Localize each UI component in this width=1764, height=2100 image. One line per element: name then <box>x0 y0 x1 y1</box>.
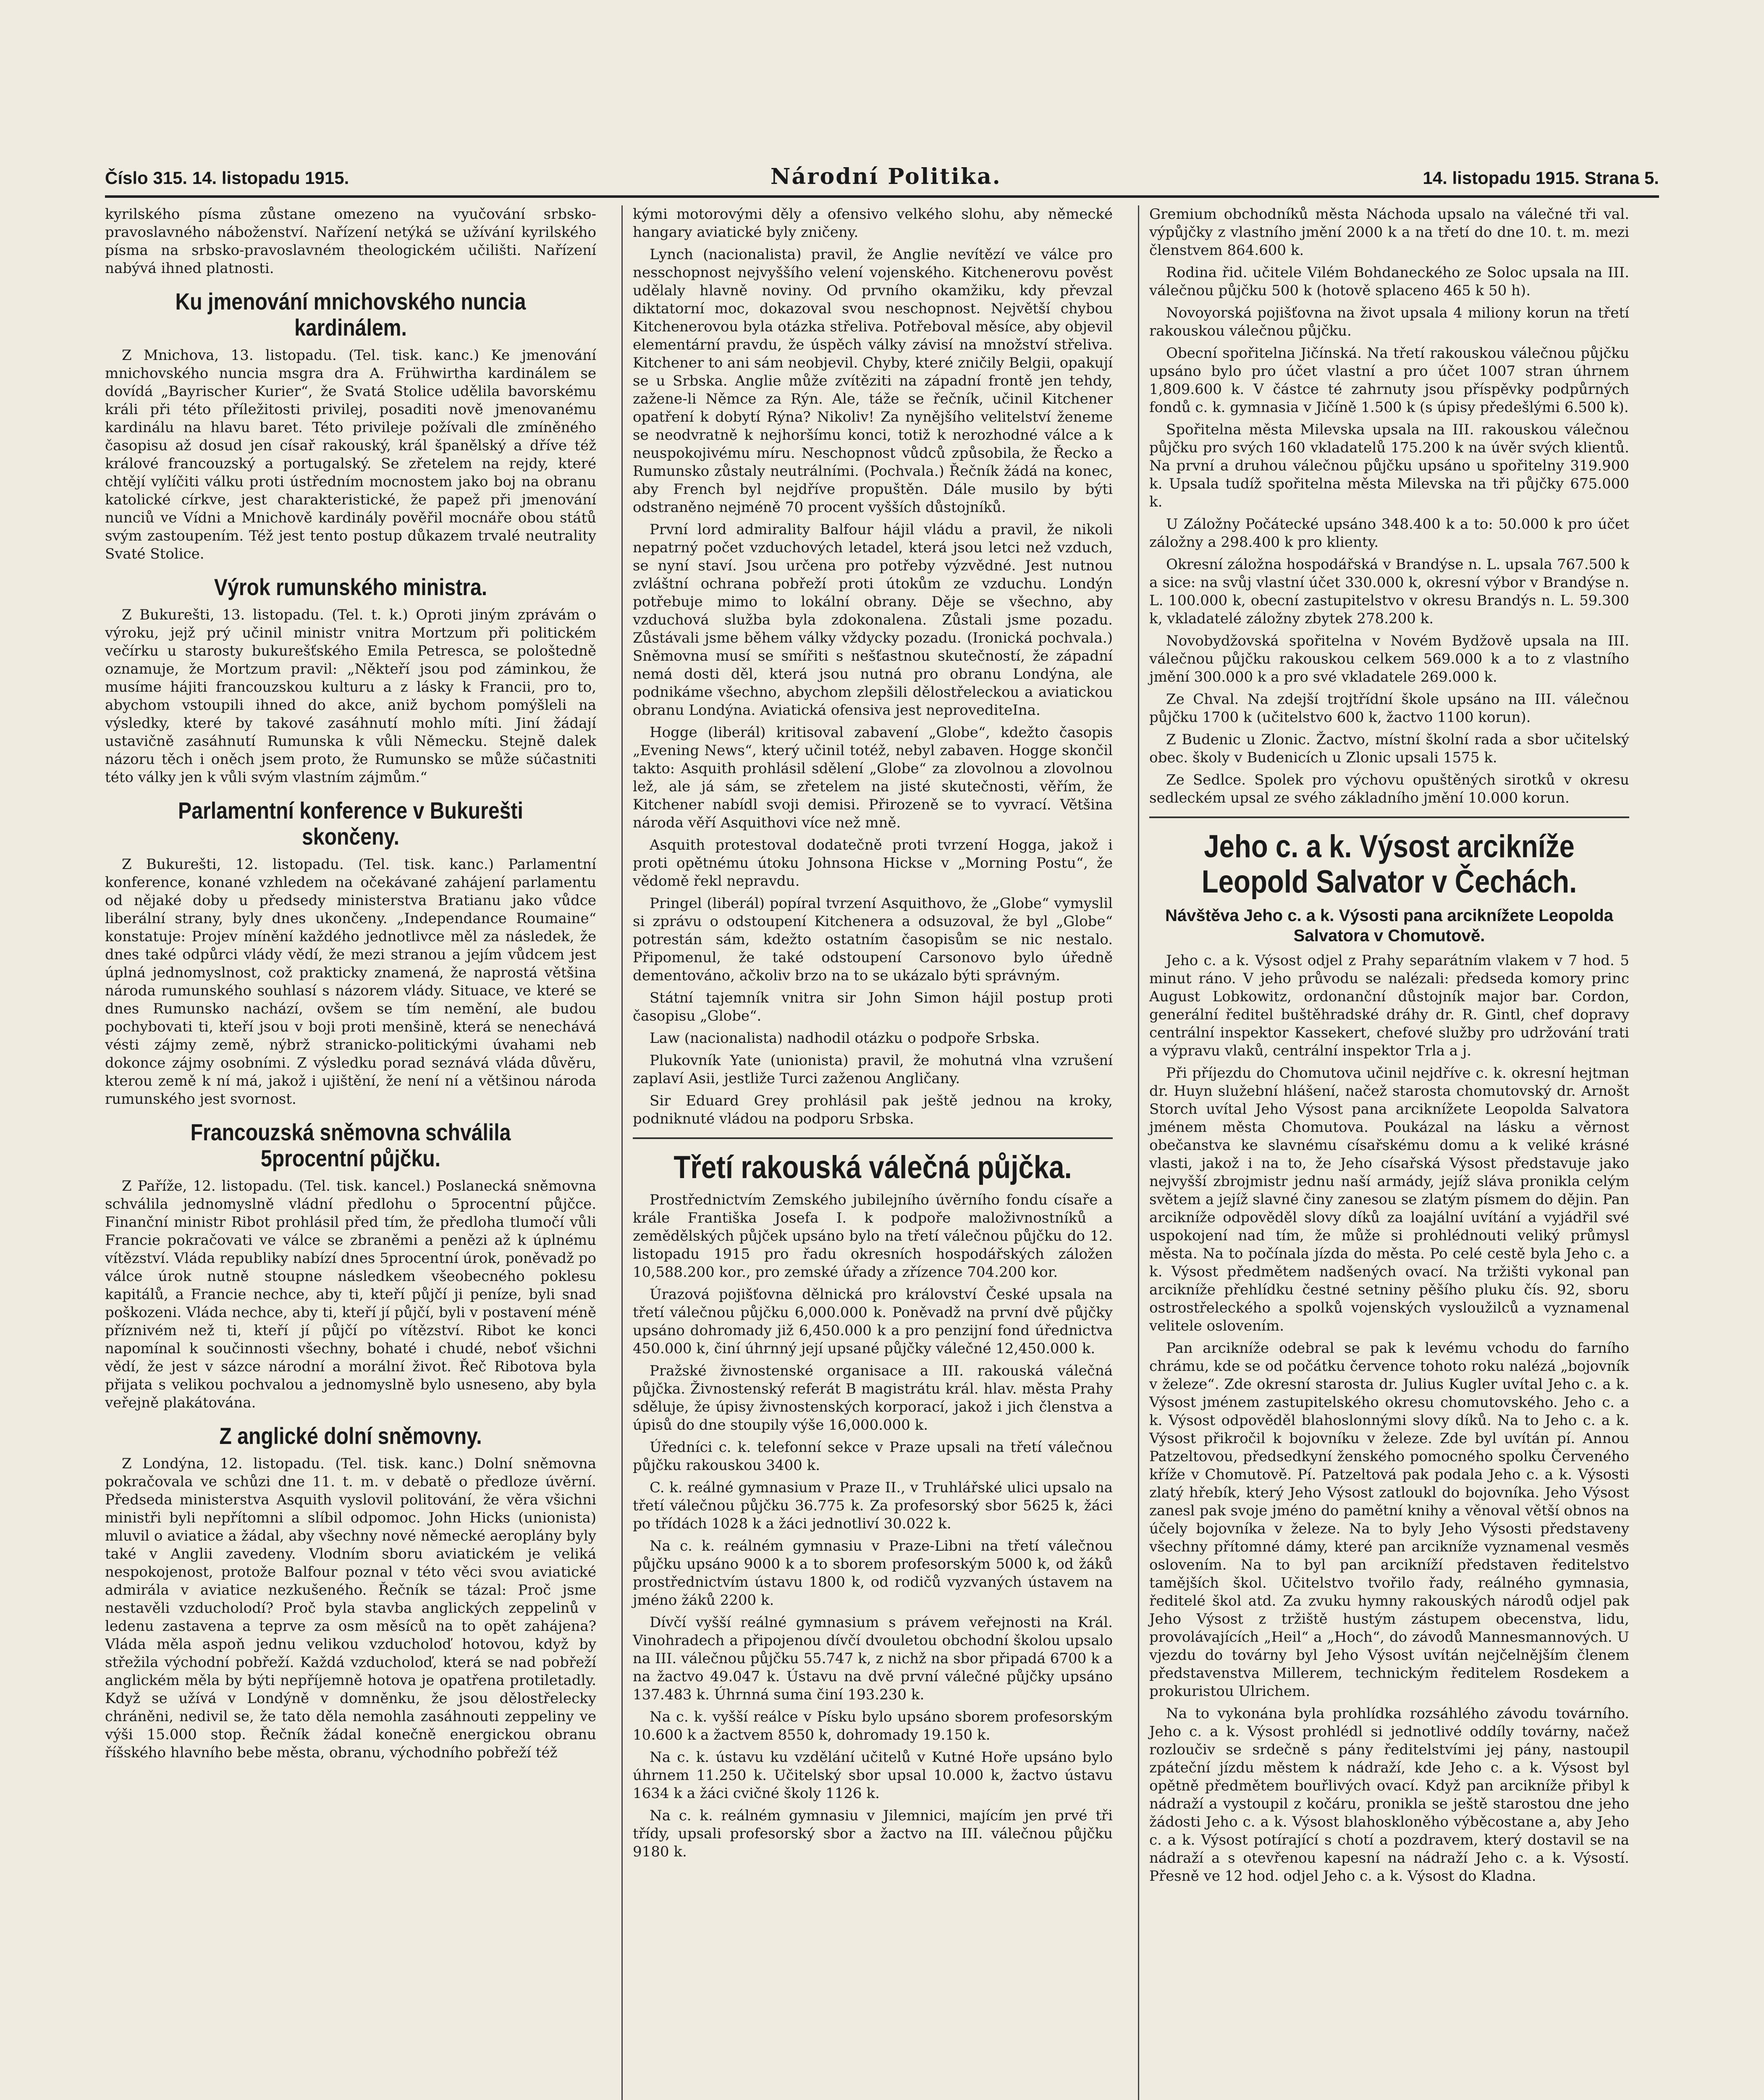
article-paragraph: Law (nacionalista) nadhodil otázku o podpoře Srbska. <box>650 1030 1040 1047</box>
article-paragraph: Úrazová pojišťovna dělnická pro království České upsala na třetí válečnou půjčku 6,000.000 k. Poněvadž na první dvě půjčky upsáno dohromady již 6,450.000 k a pro penzijní fond úřednictva 450.000 k, činí úhrnný její upsané půjčky válečné 12,450.000 k. <box>633 1286 1113 1357</box>
column-2 <box>621 205 1113 2100</box>
columns <box>105 205 1659 2100</box>
article-paragraph: Ze Sedlce. Spolek pro výchovu opuštěných sirotků v okresu sedleckém upsal ze svého základního jmění 10.000 korun. <box>1149 772 1629 806</box>
article-paragraph: Plukovník Yate (unionista) pravil, že mohutná vlna vzrušení zaplaví Asii, jestliže Turci zaženou Angličany. <box>633 1052 1113 1087</box>
article-paragraph: Lynch (nacionalista) pravil, že Anglie nevítězí ve válce pro nesschopnost nejvyššího velení vojenského. Kitchenerovu pověst udělaly hlavně noviny. Od prvního okamžiku, kdy převzal diktatorní moc, dokazoval svou neschopnost. Největší chybou Kitchenerovou byla otázka střeliva. Potřeboval měsíce, aby objevil elementární pravdu, že úspěch války závisí na množství střeliva. Kitchener to ani sám neobjevil. Chyby, které zničily Belgii, opakují se u Srbska. Anglie může zvítěziti na západní frontě jen tehdy, zažene-li Němce za Rýn. Ale, táže se řečník, učinil Kitchener opatření k dobytí Rýna? Nikoliv! Za nynějšího velitelství ženeme se neodvratně k nejhoršímu konci, totiž k nerozhodné válce a k neuspokojivému míru. Neschopnost vůdců způsobila, že Řecko a Rumunsko zůstaly neutrálními. (Pochvala.) Řečník žádá na konec, aby French byl nejdříve propuštěn. Dále musilo by býti odstraněno nejméně 70 procent vyšších důstojníků. <box>633 246 1113 516</box>
article-paragraph: C. k. reálné gymnasium v Praze II., v Truhlářské ulici upsalo na třetí válečnou půjčku 36.775 k. Za profesorský sbor 5625 k, žáci po třídách 1028 k a žáci jednotliví 30.022 k. <box>633 1479 1113 1532</box>
article-paragraph: Na c. k. vyšší reálce v Písku bylo upsáno sborem profesorským 10.600 k a žactvem 8550 k, dohromady 19.150 k. <box>633 1709 1113 1743</box>
column-3 <box>1138 205 1629 2100</box>
article-paragraph: Obecní spořitelna Jičínská. Na třetí rakouskou válečnou půjčku upsáno bylo pro účet vlastní a pro účet 1007 stran úhrnem 1,809.600 k. V částce té zahrnuty jsou příspěvky podpůrných fondů c. k. gymnasia v Jičíně 1.500 k (s úpisy předešlými 6.500 k). <box>1149 345 1629 416</box>
article-paragraph: Z Londýna, 12. listopadu. (Tel. tisk. kanc.) Dolní sněmovna pokračovala ve schůzi dne 11. t. m. v debatě o předloze úvěrní. Předseda ministerstva Asquith vyslovil politování, že věra všichni ministři byli nepřítomni a slíbil odpomoc. John Hicks (unionista) mluvil o aviatice a žádal, aby všechny nové německé aeroplány byly také v Anglii zavedeny. Vlodním sboru aviatickém je veliká nespokojenost, protože Balfour poznal v této věci svou aviatické admirála v aviatice nezkušeného. Řečník se tázal: Proč jsme nestavěli vzducholodí? Proč byla stavba anglických zeppelinů v ledenu zastavena a teprve za osm měsíců na to opět zahájena? Vláda měla aspoň jednu velikou vzducholoď hotovou, když by střežila východní pobřeží. Každá vzducholoď, která se nad pobřeží anglickém měla by býti nepříjemně hotova je opatřena protiletadly. Když se užívá v Londýně v domněnku, že jsou dělostřelecky chráněni, nedivil se, že tato děla nemohla zasáhnouti zeppeliny ve výši 15.000 stop. Řečník žádal konečně energickou obranu říšského hlavního bebe města, obranu, východního pobřeží též <box>105 1455 596 1761</box>
article-paragraph: Gremium obchodníků města Náchoda upsalo na válečné tři val. výpůjčky z vlastního jmění 2000 k a na třetí do dne 10. t. m. mezi členstvem 864.600 k. <box>1149 206 1629 259</box>
article-paragraph: Na to vykonána byla prohlídka rozsáhlého závodu továrního. Jeho c. a k. Výsost prohlédl si jednotlivé oddíly továrny, načež rozloučiv se srdečně s pány ředitelstvími jej pány, nastoupil zpáteční jízdu městem k nádraží, kde Jeho c. a k. Výsost byl opětně předmětem bouřlivých ovací. Když pan arcikníže přibyl k nádraží a vystoupil z kočáru, pronikla se ještě starostou dne jeho žádosti Jeho c. a k. Výsost blahoskloněho výběcostane a, aby Jeho c. a k. Výsost potírající s chotí a pozdravem, který dostavil se na nádraží a s otevřenou kapesní na nádraží Jeho c. a k. Výsostí. Přesně ve 12 hod. odjel Jeho c. a k. Výsost do Kladna. <box>1149 1705 1629 1885</box>
article-paragraph: Sir Eduard Grey prohlásil pak ještě jednou na kroky, podniknuté vládou na podporu Srbska. <box>633 1092 1113 1127</box>
article-subtitle: Návštěva Jeho c. a k. Výsosti pana arciknížete Leopolda Salvatora v Chomutově. <box>1165 906 1614 945</box>
article-paragraph: Z Bukurešti, 12. listopadu. (Tel. tisk. kanc.) Parlamentní konference, konané vzhledem na očekávané zahájení parlamentu od nějaké doby u předsedy ministerstva Bratianu jako vůdce liberální strany, byly dnes ukončeny. „Independance Roumaine“ konstatuje: Projev mínění každého jednotlivce měl za následek, že dnes také odpůrci vlády vědí, že mezi stranou a jejím vůdcem jest úplná jednomyslnost, což prakticky znamená, že naprostá většina národa rumunského souhlasí s názorem vlády. Situace, ve které se dnes Rumunsko nachází, ovšem se tím nemění, ale budou pochybovati ti, kteří jsou v boji proti menšině, která se nenechává vésti zájmy země, nýbrž stranicko-politickými úvahami neb dokonce zájmy osobními. Z výsledku porad seznává vláda důvěru, kterou země k ní má, jakož i ujištění, že není ní a většinou národa rumunského jest svornost. <box>105 856 596 1108</box>
article-paragraph: Státní tajemník vnitra sir John Simon hájil postup proti časopisu „Globe“. <box>633 990 1113 1024</box>
date-page-number: 14. listopadu 1915. Strana 5. <box>1423 168 1659 188</box>
page-header <box>105 164 1659 198</box>
article-paragraph: Z Mnichova, 13. listopadu. (Tel. tisk. kanc.) Ke jmenování mnichovského nuncia msgra dra A. Frühwirtha kardinálem se dovídá „Bayrischer Kurier“, že Svatá Stolice udělila bavorskému králi při této příležitosti privilej, posaditi nově jmenovanému kardinálu na hlavu baret. Této privileje požívali dle zmíněného časopisu až dosud jen císař rakouský, král španělský a dříve též králové francouzský a portugalský. Se zřetelem na rejdy, které chtějí vylíčiti válku proti ústředním mocnostem jako boj na obranu katolické církve, jest charakteristické, že papež při jmenování nunciů ve Vídni a Mnichově kardinály pověřil mocnáře obou států svým zastoupením. Též jest tento postup důkazem trvalé neutrality Svaté Stolice. <box>105 347 596 562</box>
article-title: Z anglické dolní sněmovny. <box>219 1423 482 1449</box>
article-title: Parlamentní konference v Bukurešti skončeny. <box>178 797 523 850</box>
article-paragraph: U Záložny Počátecké upsáno 348.400 k a to: 50.000 k pro účet záložny a 298.400 k pro klienty. <box>1149 516 1629 551</box>
column-1 <box>105 205 596 2100</box>
article-paragraph: Novobydžovská spořitelna v Novém Bydžově upsala na III. válečnou půjčku rakouskou celkem 569.000 k a to z vlastního jmění 300.000 k a pro své vkladatele 269.000 k. <box>1149 633 1629 685</box>
section-divider <box>633 1137 1113 1139</box>
article-paragraph: Ze Chval. Na zdejší trojtřídní škole upsáno na III. válečnou půjčku 1700 k (učitelstvo 600 k, žactvo 1100 korun). <box>1149 691 1629 726</box>
article-title: Třetí rakouská válečná půjčka. <box>674 1150 1072 1185</box>
section-divider <box>1149 816 1629 818</box>
article-paragraph: Spořitelna města Milevska upsala na III. rakouskou válečnou půjčku pro svých 160 vkladatelů 175.200 k na úvěr svých klientů. Na první a druhou válečnou půjčku upsáno u spořitelny 319.900 k. Upsala tudíž spořitelna města Milevska na tři půjčky 675.000 k. <box>1149 421 1629 510</box>
issue-number-date: Číslo 315. 14. listopadu 1915. <box>105 168 349 188</box>
article-paragraph: Hogge (liberál) kritisoval zabavení „Globe“, kdežto časopis „Evening News“, který učinil totéž, nebyl zabaven. Hogge skončil takto: Asquith prohlásil sdělení „Globe“ za zlovolnou a zlovolnou lež, ale já sám, se zřetelem na jisté skutečnosti, věřím, že Kitchener nabídl svoji demisi. Přirozeně se to vyvrací. Většina národa věří Asquithovi více než mně. <box>633 724 1113 831</box>
article-paragraph: Novoyorská pojišťovna na život upsala 4 miliony korun na třetí rakouskou válečnou půjčku. <box>1149 304 1629 339</box>
article-title: Jeho c. a k. Výsost arcikníže Leopold Salvator v Čechách. <box>1201 829 1577 900</box>
article-paragraph: Pringel (liberál) popíral tvrzení Asquithovo, že „Globe“ vymyslil si zprávu o odstoupení Kitchenera a odsuzoval, že byl „Globe“ potrestán sám, kdežto ostatním časopisům se nic nestalo. Připomenul, že také odstoupení Carsonovo bylo úředně dementováno, ačkoliv brzo na to se ukázalo býti správným. <box>633 895 1113 984</box>
article-paragraph: Úředníci c. k. telefonní sekce v Praze upsali na třetí válečnou půjčku rakouskou 3400 k. <box>633 1439 1113 1474</box>
article-paragraph: První lord admirality Balfour hájil vládu a pravil, že nikoli nepatrný počet vzduchových letadel, která jsou letci než vzduch, se nyní staví. Jsou určena pro potřeby výzvědné. Jest nutnou zvláštní ochrana pobřeží proti útokům ze vzduchu. Londýn potřebuje mimo to lokální obrany. Děje se všechno, aby vzduchová služba byla zdokonalena. Zůstali jsme pozadu. Zůstávali jsme během války vždycky pozadu. (Ironická pochvala.) Sněmovna musí se smířiti s nešťastnou skutečností, že západní nemá dosti děl, která jsou nutná pro obranu Londýna, ale podnikáme všechno, abychom zlepšili dělostřeleckou a aviatickou obranu Londýna. Aviatická ofensiva jest neprovediteIna. <box>633 521 1113 719</box>
article-paragraph: Okresní záložna hospodářská v Brandýse n. L. upsala 767.500 k a sice: na svůj vlastní účet 330.000 k, okresní výbor v Brandýse n. L. 100.000 k, obecní zastupitelstvo v okresu Brandýs n. L. 59.300 k, vkladatelé záložny zbytek 278.200 k. <box>1149 556 1629 627</box>
article-paragraph: Na c. k. ústavu ku vzdělání učitelů v Kutné Hoře upsáno bylo úhrnem 11.250 k. Učitelský sbor upsal 10.000 k, žactvo ústavu 1634 k a žáci cvičné školy 1126 k. <box>633 1749 1113 1802</box>
continued-text: kyrilského písma zůstane omezeno na vyučování srbsko-pravoslavného náboženství. Nařízení netýká se užívání kyrilského písma na srbsko-pravoslavném theologickém učilišti. Nařízení nabývá ihned platnosti. <box>105 206 596 277</box>
article-paragraph: Rodina řid. učitele Vilém Bohdaneckého ze Soloc upsala na III. válečnou půjčku 500 k (hotově splaceno 465 k 50 h). <box>1149 264 1629 299</box>
continued-text: kými motorovými děly a ofensivo velkého slohu, aby německé hangary aviatické byly zničeny. <box>633 206 1113 241</box>
article-paragraph: Z Bukurešti, 13. listopadu. (Tel. t. k.) Oproti jiným zprávám o výroku, jejž prý učinil ministr vnitra Mortzum při politickém večírku u starosty bukurešťského Emila Petresca, se pološtedně oznamuje, že Mortzum pravil: „Někteří jsou pod záminkou, že musíme hájiti francouzskou kulturu a z lásky k Francii, pro to, abychom vstoupili ihned do akce, aniž bychom pomýšleli na výsledky, které by takové zasáhnutí mohlo míti. Jiní žádají ustavičně zasáhnutí Rumunska k vůli Německu. Stejně dalek názoru těch i oněch jsem proto, že Rumunsko se může súčastniti této války jen k vůli svým vlastním zájmům.“ <box>105 606 596 786</box>
article-paragraph: Prostřednictvím Zemského jubilejního úvěrního fondu císaře a krále Františka Josefa I. k podpoře maloživnostníků a zemědělských půjček upsáno bylo na třetí válečnou půjčku do 12. listopadu 1915 pro řadu okresních hospodářských záložen 10,588.200 kor., pro zemské úřady a zřízence 704.200 kor. <box>633 1192 1113 1281</box>
newspaper-title: Národní Politika. <box>770 164 1001 189</box>
article-title: Ku jmenování mnichovského nuncia kardinálem. <box>175 288 526 341</box>
article-paragraph: Na c. k. reálném gymnasiu v Jilemnici, majícím jen prvé tři třídy, upsali profesorský sbor a žactvo na III. válečnou půjčku 9180 k. <box>633 1807 1113 1860</box>
article-paragraph: Pan arcikníže odebral se pak k levému vchodu do farního chrámu, kde se od počátku července tohoto roku nalézá „bojovník v železe“. Zde okresní starosta dr. Julius Kugler uvítal Jeho c. a k. Výsost jménem zastupitelského okresu chomutovského. Jeho c. a k. Výsost odpověděl blahoslonnými slovy díků. Na to Jeho c. a k. Výsost přikročil k bojovníku v železe. Zde byl uvítán pí. Annou Patzeltovou, předsedkyní ženského pomocného spolku Červeného kříže v Chomutově. Pí. Patzeltová pak podala Jeho c. a k. Výsosti zlatý hřebík, který Jeho Výsost zatloukl do bojovníka. Jeho Výsost zanesl pak svoje jméno do pamětní knihy a věnoval větší obnos na účely bojovníka v železe. Na to byly Jeho Výsosti představeny všechny přítomné dámy, které pan arcikníže vyznamenal vesměs oslovením. Na to byl pan arcikníží představen ředitelstvo tamějších škol. Učitelstvo tvořilo řady, reálného gymnasia, ředitelé škol atd. Za zvuku hymny rakouských národů odjel pak Jeho Výsost z tržiště hustým zástupem obecenstva, lidu, provolávajících „Heil“ a „Hoch“, do závodů Mannesmannových. U vjezdu do továrny byl Jeho Výsost uvítán nejčelnějším členem představenstva Millerem, technickým ředitelem Rosdekem a prokuristou Ulrichem. <box>1149 1340 1629 1700</box>
article-paragraph: Jeho c. a k. Výsost odjel z Prahy separátním vlakem v 7 hod. 5 minut ráno. V jeho průvodu se nalézali: předseda komory princ August Lobkowitz, ordonanční důstojník major bar. Cordon, generální ředitel buštěhradské dráhy dr. R. Gintl, chef dopravy centrální inspektor Kassekert, chefové služby pro udržování trati a výpravu vlaků, centrální inspektor Trla a j. <box>1149 952 1629 1059</box>
article-title: Výrok rumunského ministra. <box>214 574 488 600</box>
article-paragraph: Dívčí vyšší reálné gymnasium s právem veřejnosti na Král. Vinohradech a připojenou dívčí dvouletou obchodní školou upsalo na III. válečnou půjčku 55.747 k, z nichž na sbor připadá 6700 k a na žactvo 49.047 k. Ústavu na dvě první válečné půjčky upsáno 137.483 k. Úhrnná suma činí 193.230 k. <box>633 1614 1113 1703</box>
article-paragraph: Z Budenic u Zlonic. Žactvo, místní školní rada a sbor učitelský obec. školy v Budenicích u Zlonic upsali 1575 k. <box>1149 731 1629 766</box>
article-paragraph: Z Paříže, 12. listopadu. (Tel. tisk. kancel.) Poslanecká sněmovna schválila jednomyslně vládní předlohu o 5procentní půjčce. Finanční ministr Ribot prohlásil před tím, že předloha tlumočí vůli Francie pokračovati ve válce se zbraněmi a penězi až k úplnému vítězství. Vláda republiky nabízí dnes 5procentní úrok, poněvadž po válce úrok nutně stoupne následkem všeobecného poklesu kapitálů, a Francie nechce, aby ti, kteří půjčí ji peníze, byli snad poškozeni. Vláda nechce, aby ti, kteří jí půjčí, byli v postavení méně příznivém než ti, kteří jí půjčí po vítězství. Ribot ke konci napomínal k součinnosti všechny, bohaté i chudé, neboť všichni vědí, že jest v sázce národní a morální život. Řeč Ribotova byla přijata s velikou pochvalou a jednomyslně bylo usneseno, aby byla veřejně plakátována. <box>105 1178 596 1411</box>
article-paragraph: Pražské živnostenské organisace a III. rakouská válečná půjčka. Živnostenský referát B magistrátu král. hlav. města Prahy sděluje, že úpisy živnostenských korporací, jakož i jich členstva a úpisů do dne stoupily výše 16,000.000 k. <box>633 1362 1113 1433</box>
article-title: Francouzská sněmovna schválila 5procentní půjčku. <box>190 1119 511 1171</box>
article-paragraph: Na c. k. reálném gymnasiu v Praze-Libni na třetí válečnou půjčku upsáno 9000 k a to sborem profesorským 5000 k, od žáků prostřednictvím ústavu 1800 k, od rodičů vyzvaných ústavem na jméno žáků 2200 k. <box>633 1538 1113 1609</box>
article-paragraph: Asquith protestoval dodatečně proti tvrzení Hogga, jakož i proti opětnému útoku Johnsona Hickse v „Morning Postu“, že vědomě řekl nepravdu. <box>633 837 1113 890</box>
article-paragraph: Při příjezdu do Chomutova učinil nejdříve c. k. okresní hejtman dr. Huyn služební hlášení, načež starosta chomutovský dr. Arnošt Storch uvítal Jeho Výsost pana arciknížete Leopolda Salvatora jménem města Chomutova. Poukázal na lásku a věrnost obečanstva ke slavnému císařskému domu a k veliké krásné vlasti, jakož i na to, že Jeho císařská Výsost představuje jako nejvyšší zbrojmistr jednu naší armády, jejíž sláva pronikla celým světem a jejíž slavné činy zanesou se zlatým písmem do dějin. Pan arcikníže odpověděl slovy díků za loajální uvítání a vyjádřil své uspokojení nad tím, že může si prohlédnouti veliký průmysl města. Na to počínala jízda do města. Po celé cestě byla Jeho c. a k. Výsost předmětem nadšených ovací. Na tržišti vykonal pan arcikníže přehlídku čestné setniny pěšího pluku čís. 92, sboru ostrostřeleckého a spolků vojenských vysloužilců a vyznamenal velitele oslovením. <box>1149 1065 1629 1334</box>
